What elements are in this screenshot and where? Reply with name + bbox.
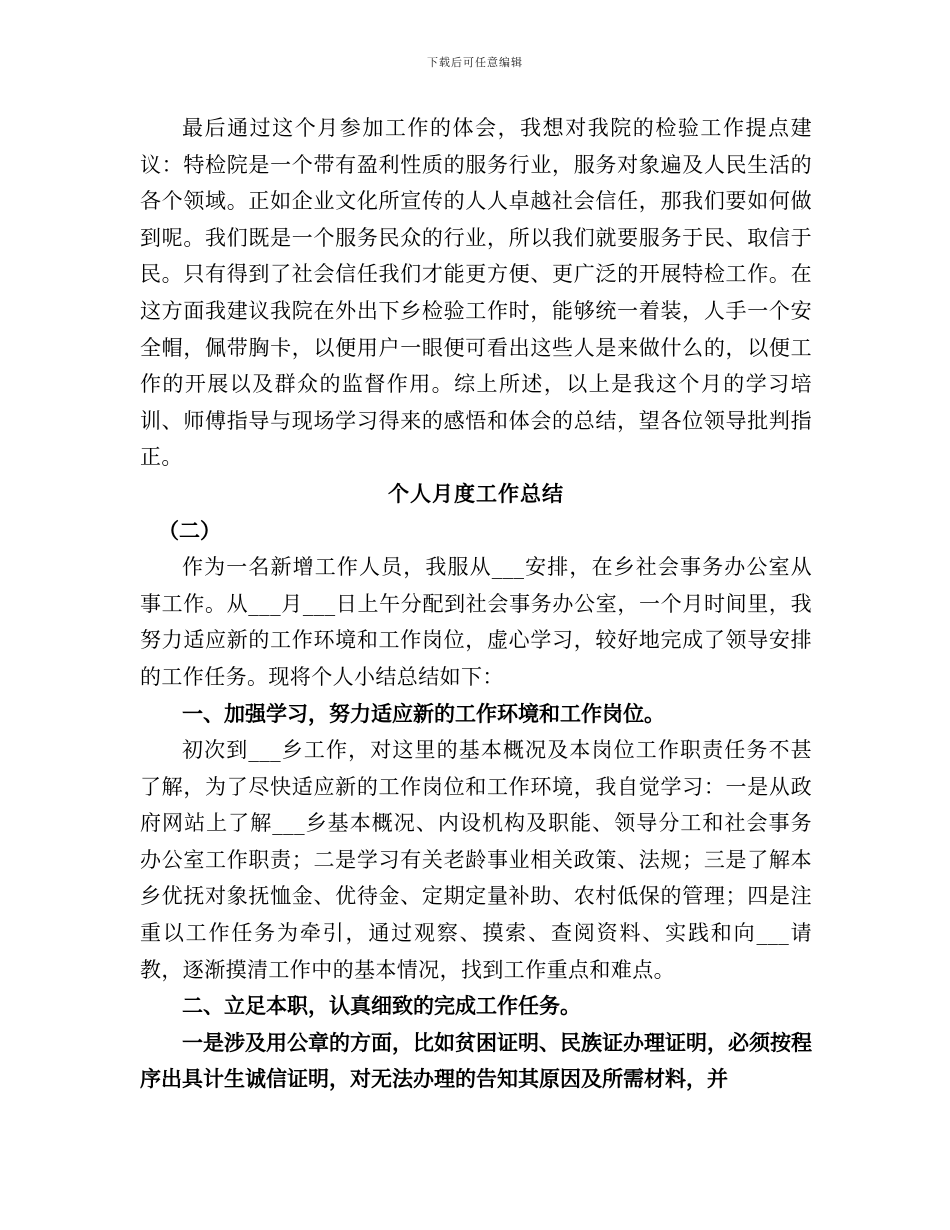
document-title: 个人月度工作总结: [388, 480, 564, 506]
section-heading-duties: 二、立足本职，认真细致的完成工作任务。: [182, 993, 581, 1019]
paragraph-study: 初次到___乡工作，对这里的基本概况及本岗位工作职责任务不甚了解，为了尽快适应新的工作岗位和工作环境，我自觉学习：一是从政府网站上了解___乡基本概况、内设机构及职能、领导分工和社会事务办公室工作职责；二是学习有关老龄事业相关政策、法规；三是了解本乡优抚对象抚恤金、优待金、定期定量补助、农村低保的管理；四是注重以工作任务为牵引，通过观察、摸索、查阅资料、实践和向___请教，逐渐摸清工作中的基本情况，找到工作重点和难点。: [140, 738, 812, 982]
paragraph-closing-suggestions: 最后通过这个月参加工作的体会，我想对我院的检验工作提点建议：特检院是一个带有盈利性质的服务行业，服务对象遍及人民生活的各个领域。正如企业文化所宣传的人人卓越社会信任，那我们要如何做到呢。我们既是一个服务民众的行业，所以我们就要服务于民、取信于民。只有得到了社会信任我们才能更方便、更广泛的开展特检工作。在这方面我建议我院在外出下乡检验工作时，能够统一着装，人手一个安全帽，佩带胸卡，以便用户一眼便可看出这些人是来做什么的，以便工作的开展以及群众的监督作用。综上所述，以上是我这个月的学习培训、师傅指导与现场学习得来的感悟和体会的总结，望各位领导批判指正。: [140, 116, 812, 470]
section-heading-study: 一、加强学习，努力适应新的工作环境和工作岗位。: [182, 700, 665, 726]
header-note: 下载后可任意编辑: [427, 56, 523, 69]
paragraph-introduction: 作为一名新增工作人员，我服从___安排，在乡社会事务办公室从事工作。从___月___日上午分配到社会事务办公室，一个月时间里，我努力适应新的工作环境和工作岗位，虚心学习，较好地完成了领导安排的工作任务。现将个人小结总结如下：: [140, 555, 812, 689]
section-number: （二）: [158, 517, 221, 543]
paragraph-official-seal: 一是涉及用公章的方面，比如贫困证明、民族证办理证明，必须按程序出具计生诚信证明，对无法办理的告知其原因及所需材料，并: [140, 1029, 812, 1092]
document-body: [140, 110, 812, 1098]
